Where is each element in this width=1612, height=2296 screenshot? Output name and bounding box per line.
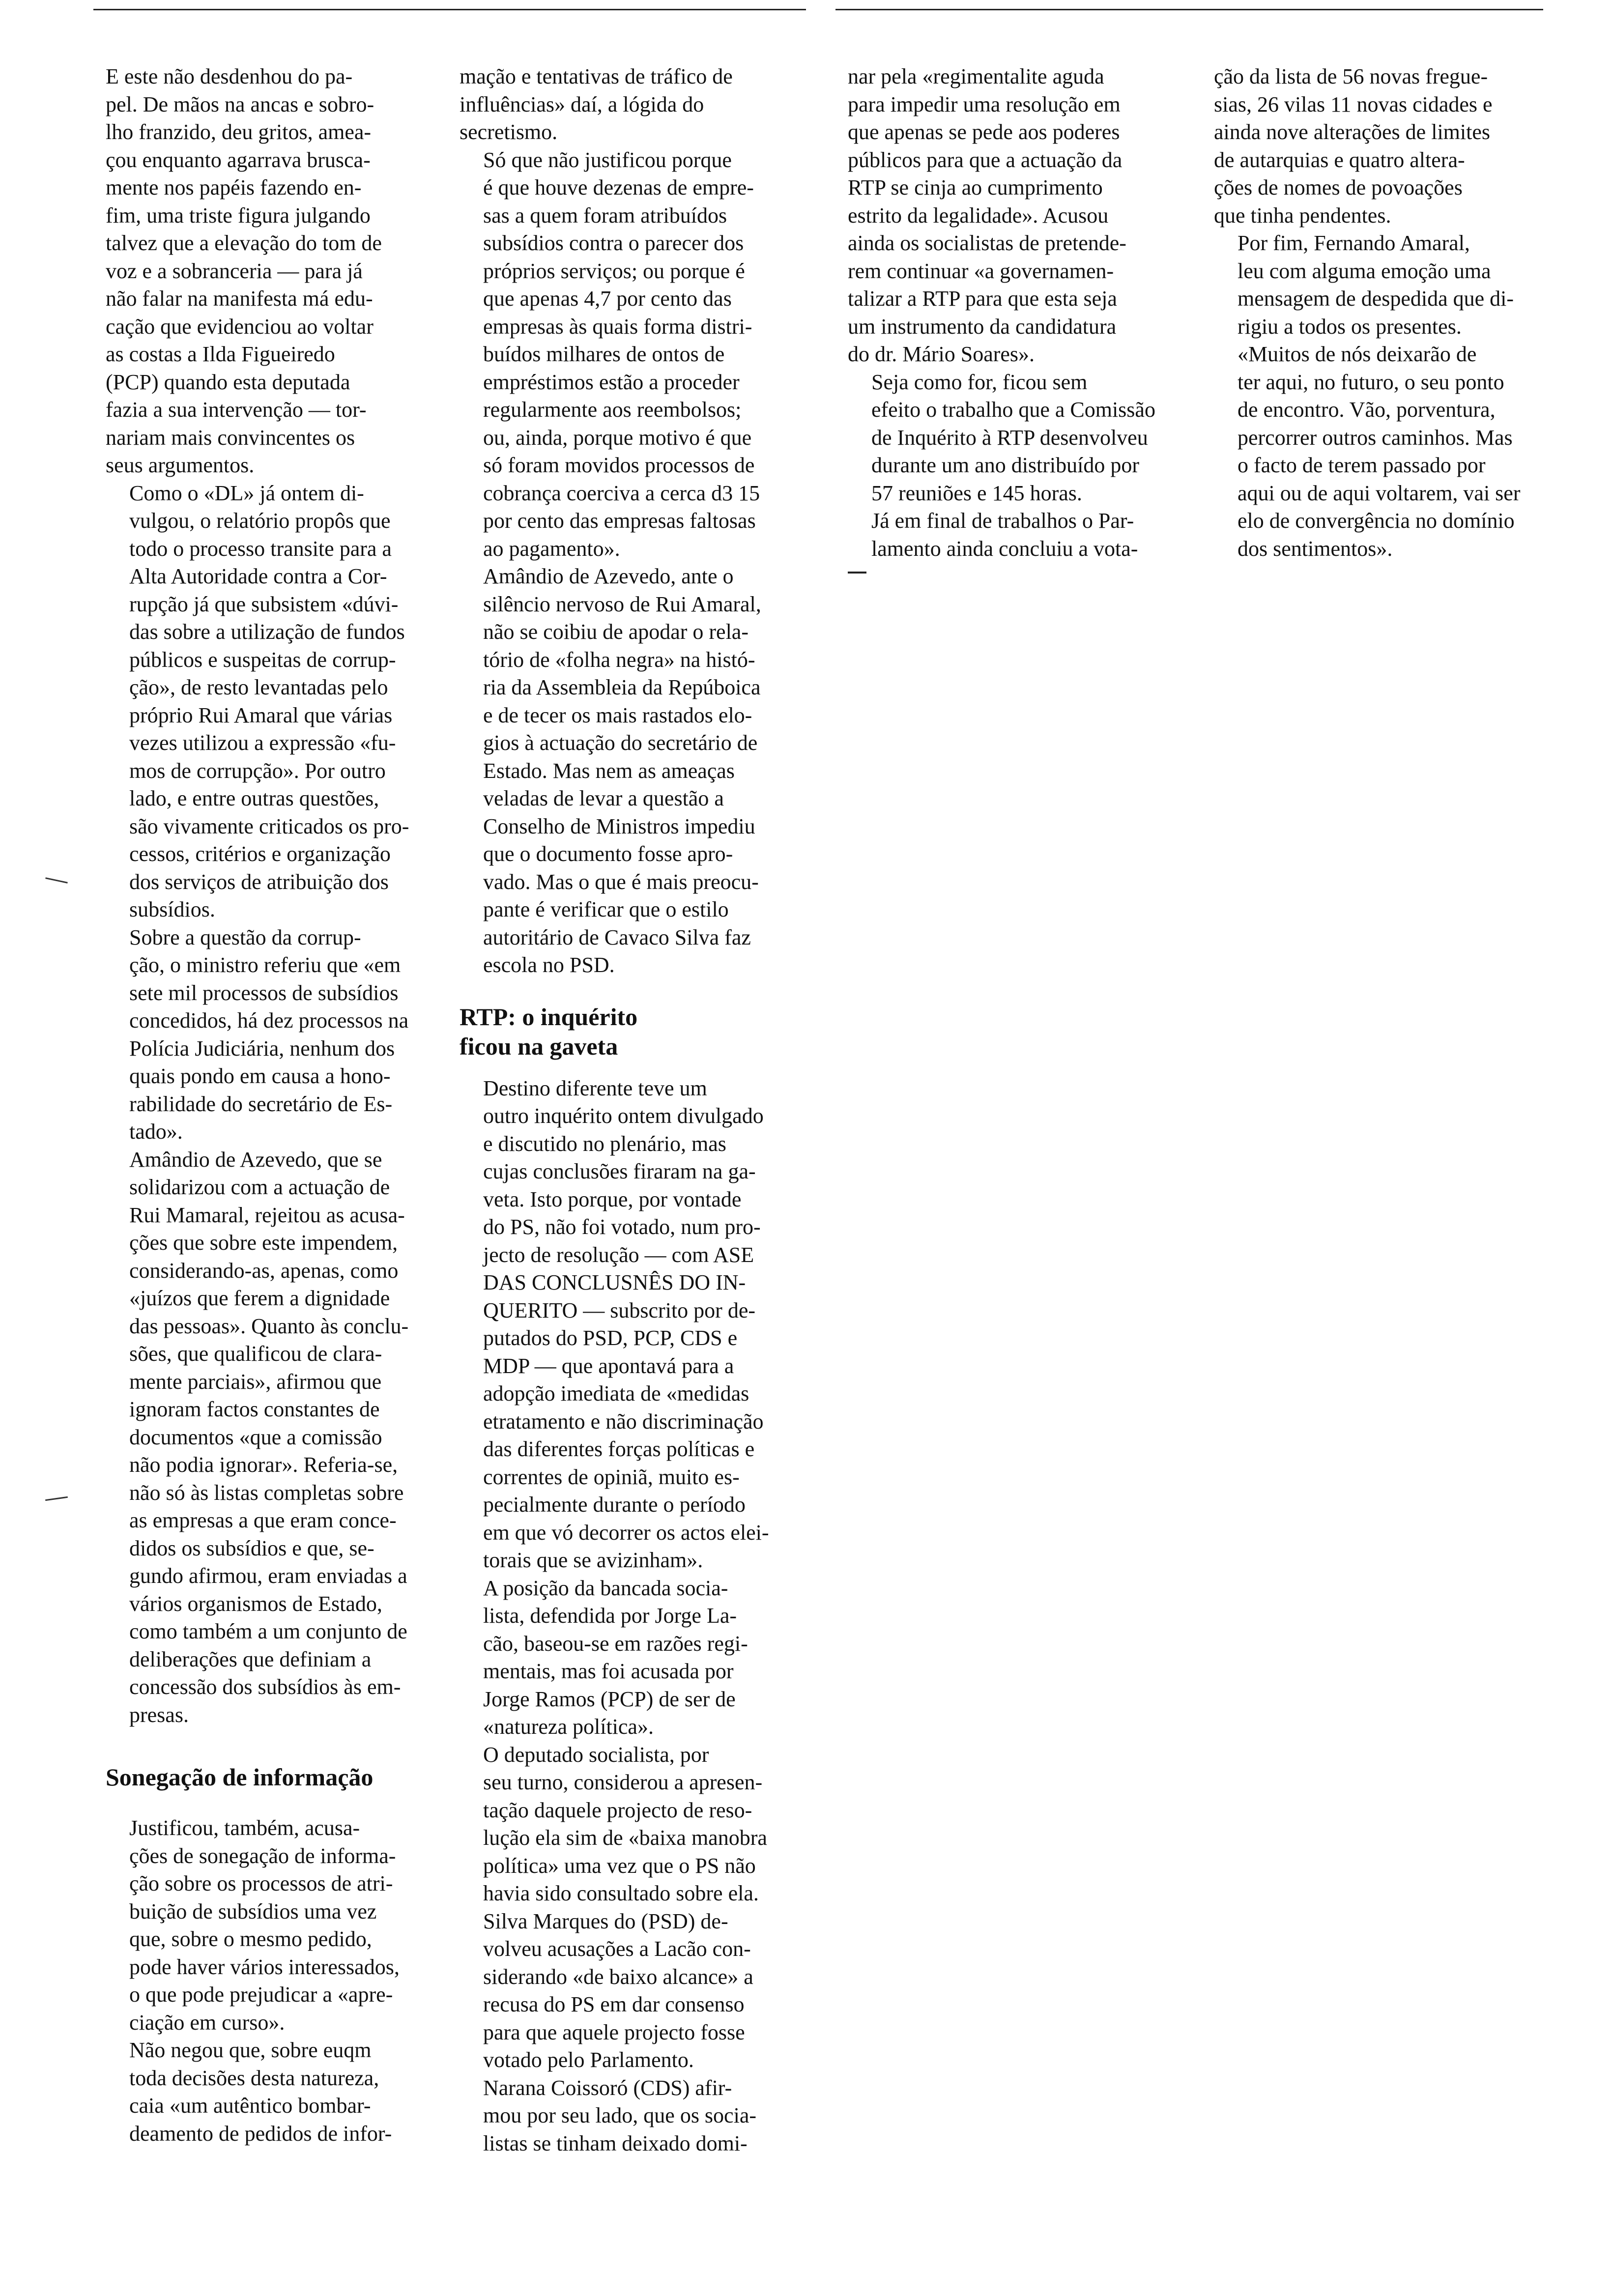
text-line: (PCP) quando esta deputada [106, 370, 350, 394]
text-line: influências» daí, a lógida do [460, 92, 704, 116]
text-line: dos sentimentos». [1238, 536, 1393, 561]
margin-mark [45, 1496, 68, 1501]
text-line: ções de sonegação de informa- [129, 1843, 396, 1868]
text-line: silêncio nervoso de Rui Amaral, [483, 592, 761, 616]
text-line: quais pondo em causa a hono- [129, 1064, 391, 1088]
text-line: buição de subsídios uma vez [129, 1899, 377, 1923]
text-line: Narana Coissoró (CDS) afir- [483, 2075, 732, 2100]
text-line: Rui Mamaral, rejeitou as acusa- [129, 1203, 405, 1227]
text-line: tado». [129, 1119, 183, 1144]
text-line: pecialmente durante o período [483, 1492, 746, 1517]
text-line: de encontro. Vão, porventura, [1238, 398, 1496, 422]
text-line: rigiu a todos os presentes. [1238, 314, 1462, 339]
text-line: vulgou, o relatório propôs que [129, 509, 391, 533]
text-line: presas. [129, 1702, 189, 1727]
text-line: sias, 26 vilas 11 novas cidades e [1214, 92, 1493, 116]
text-line: seus argumentos. [106, 453, 255, 477]
text-line: votado pelo Parlamento. [483, 2048, 694, 2072]
text-line: durante um ano distribuído por [871, 453, 1140, 477]
text-line: mou por seu lado, que os socia- [483, 2103, 756, 2127]
text-line: listas se tinham deixado domi- [483, 2131, 748, 2155]
text-line: solidarizou com a actuação de [129, 1175, 390, 1199]
text-line: ainda nove alterações de limites [1214, 120, 1490, 144]
text-line: MDP — que apontavá para a [483, 1353, 734, 1378]
text-line: «natureza política». [483, 1715, 654, 1739]
text-line: ter aqui, no futuro, o seu ponto [1238, 370, 1504, 394]
text-line: lado, e entre outras questões, [129, 786, 379, 810]
paragraph [460, 563, 794, 979]
text-line: Conselho de Ministros impediu [483, 814, 755, 838]
text-line: política» uma vez que o PS não [483, 1853, 756, 1878]
text-line: nariam mais convincentes os [106, 425, 355, 450]
paragraph [1214, 341, 1548, 563]
text-line: siderando «de baixo alcance» a [483, 1964, 753, 1989]
text-line: autoritário de Cavaco Silva faz [483, 925, 751, 949]
text-line: QUERITO — subscrito por de- [483, 1298, 755, 1322]
text-line: dos serviços de atribuição dos [129, 869, 389, 894]
text-line: todo o processo transite para a [129, 536, 392, 561]
text-line: nar pela «regimentalite aguda [848, 64, 1104, 88]
text-line: não falar na manifesta má edu- [106, 287, 373, 311]
text-line: cão, baseou-se em razões regi- [483, 1631, 748, 1656]
paragraph [106, 480, 432, 924]
text-line: em que vó decorrer os actos elei- [483, 1520, 769, 1545]
text-line: deliberações que definiam a [129, 1647, 372, 1671]
text-line: seu turno, considerou a apresen- [483, 1770, 763, 1794]
text-line: Silva Marques do (PSD) de- [483, 1909, 728, 1933]
text-line: lamento ainda concluiu a vota- [871, 536, 1138, 561]
text-line: regularmente aos reembolsos; [483, 398, 742, 422]
text-line: veta. Isto porque, por vontade [483, 1187, 742, 1211]
text-line: ção, o ministro referiu que «em [129, 953, 401, 977]
text-line: sas a quem foram atribuídos [483, 203, 727, 228]
text-line: só foram movidos processos de [483, 453, 755, 477]
column-4 [1214, 63, 1548, 563]
text-line: etratamento e não discriminação [483, 1409, 764, 1434]
text-line: mente parciais», afirmou que [129, 1369, 382, 1394]
text-line: A posição da bancada socia- [483, 1576, 728, 1600]
text-line: Sonegação de informação [106, 1763, 374, 1791]
text-line: como também a um conjunto de [129, 1619, 407, 1643]
text-line: ficou na gaveta [460, 1032, 618, 1060]
text-line: ao pagamento». [483, 536, 620, 561]
text-line: jecto de resolução — com ASE [483, 1242, 754, 1267]
text-line: mação e tentativas de tráfico de [460, 64, 733, 88]
text-line: públicos e suspeitas de corrup- [129, 647, 396, 672]
top-rule-left [93, 9, 806, 10]
text-line: lista, defendida por Jorge La- [483, 1604, 737, 1628]
text-line: lução ela sim de «baixa manobra [483, 1826, 767, 1850]
text-line: próprios serviços; ou porque é [483, 258, 745, 283]
text-line: RTP se cinja ao cumprimento [848, 175, 1103, 200]
text-line: volveu acusações a Lacão con- [483, 1937, 751, 1961]
text-line: recusa do PS em dar consenso [483, 1992, 745, 2016]
text-line: são vivamente criticados os pro- [129, 814, 409, 838]
text-line: rupção já que subsistem «dúvi- [129, 592, 399, 616]
text-line: secretismo. [460, 120, 558, 144]
text-line: mos de corrupção». Por outro [129, 758, 386, 783]
text-line: para que aquele projecto fosse [483, 2020, 745, 2044]
text-line: RTP: o inquérito [460, 1003, 638, 1031]
text-line: mentais, mas foi acusada por [483, 1659, 734, 1683]
text-line: as empresas a que eram conce- [129, 1508, 397, 1532]
text-line: não só às listas completas sobre [129, 1480, 404, 1505]
paragraph [1214, 230, 1548, 341]
text-line: DAS CONCLUSNÊS DO IN- [483, 1270, 746, 1294]
text-line: por cento das empresas faltosas [483, 509, 756, 533]
text-line: o que pode prejudicar a «apre- [129, 1982, 393, 2007]
paragraph [106, 1146, 432, 1729]
paragraph [460, 1075, 794, 1575]
text-line: ções que sobre este impendem, [129, 1231, 398, 1255]
paragraph [1214, 63, 1548, 230]
paragraph [460, 1741, 794, 1908]
text-line: tório de «folha negra» na histó- [483, 647, 755, 672]
text-line: um instrumento da candidatura [848, 314, 1117, 339]
text-line: leu com alguma emoção uma [1238, 258, 1491, 283]
text-line: 57 reuniões e 145 horas. [871, 481, 1082, 505]
paragraph [106, 1814, 432, 2037]
text-line: percorrer outros caminhos. Mas [1238, 425, 1513, 450]
text-line: sete mil processos de subsídios [129, 980, 399, 1005]
text-line: das sobre a utilização de fundos [129, 620, 405, 644]
text-line: havia sido consultado sobre ela. [483, 1881, 759, 1905]
paragraph [460, 1575, 794, 1741]
text-line: cação que evidenciou ao voltar [106, 314, 374, 339]
text-line: não podia ignorar». Referia-se, [129, 1453, 398, 1477]
text-line: vários organismos de Estado, [129, 1591, 382, 1616]
text-line: ções de nomes de povoações [1214, 175, 1463, 200]
text-line: das diferentes forças políticas e [483, 1437, 755, 1461]
text-line: que tinha pendentes. [1214, 203, 1391, 228]
text-line: rabilidade do secretário de Es- [129, 1091, 393, 1116]
text-line: gios à actuação do secretário de [483, 731, 758, 755]
text-line: escola no PSD. [483, 953, 615, 977]
text-line: outro inquérito ontem divulgado [483, 1104, 764, 1128]
text-line: Sobre a questão da corrup- [129, 925, 361, 949]
text-line: «juízos que ferem a dignidade [129, 1286, 390, 1310]
text-line: ção da lista de 56 novas fregue- [1214, 64, 1488, 88]
text-line: vezes utilizou a expressão «fu- [129, 731, 396, 755]
text-line: Seja como for, ficou sem [871, 370, 1088, 394]
text-line: subsídios. [129, 897, 215, 921]
paragraph [106, 63, 432, 480]
paragraph [460, 1908, 794, 2074]
text-line: torais que se avizinham». [483, 1548, 703, 1572]
text-line: do dr. Mário Soares». [848, 342, 1035, 366]
text-line: efeito o trabalho que a Comissão [871, 398, 1155, 422]
text-line: Por fim, Fernando Amaral, [1238, 231, 1470, 255]
text-line: çou enquanto agarrava brusca- [106, 147, 371, 172]
text-line: não se coibiu de apodar o rela- [483, 620, 748, 644]
text-line: mensagem de despedida que di- [1238, 287, 1514, 311]
top-rule-right [835, 9, 1543, 10]
text-line: caia «um autêntico bombar- [129, 2094, 371, 2118]
text-line: toda decisões desta natureza, [129, 2066, 379, 2090]
text-line: ainda os socialistas de pretende- [848, 231, 1126, 255]
text-line: pel. De mãos na ancas e sobro- [106, 92, 374, 116]
paragraph [848, 507, 1192, 563]
text-line: e discutido no plenário, mas [483, 1131, 726, 1156]
margin-mark [45, 877, 68, 883]
text-line: de autarquias e quatro altera- [1214, 147, 1465, 172]
text-line: deamento de pedidos de infor- [129, 2121, 392, 2146]
text-line: Polícia Judiciária, nenhum dos [129, 1036, 395, 1061]
text-line: lho franzido, deu gritos, amea- [106, 120, 372, 144]
text-line: ria da Assembleia da Repúboica [483, 675, 761, 699]
section-heading [460, 1002, 794, 1061]
text-line: empréstimos estão a proceder [483, 370, 740, 394]
text-line: ção sobre os processos de atri- [129, 1871, 393, 1895]
column-3 [848, 63, 1192, 574]
text-line: sões, que qualificou de clara- [129, 1342, 382, 1366]
text-line: ção», de resto levantadas pelo [129, 675, 388, 699]
paragraph [460, 146, 794, 563]
column-2 [460, 63, 794, 2157]
text-line: Amândio de Azevedo, que se [129, 1147, 382, 1172]
text-line: que apenas 4,7 por cento das [483, 287, 732, 311]
text-line: vado. Mas o que é mais preocu- [483, 869, 759, 894]
text-line: Só que não justificou porque [483, 147, 732, 172]
text-line: Não negou que, sobre euqm [129, 2038, 372, 2062]
text-line: é que houve dezenas de empre- [483, 175, 754, 200]
text-line: voz e a sobranceria — para já [106, 258, 363, 283]
text-line: ignoram factos constantes de [129, 1397, 380, 1421]
text-line: o facto de terem passado por [1238, 453, 1486, 477]
text-line: documentos «que a comissão [129, 1425, 382, 1449]
text-line: Estado. Mas nem as ameaças [483, 758, 735, 783]
text-line: concessão dos subsídios às em- [129, 1675, 401, 1699]
end-of-article-rule [848, 572, 866, 574]
text-line: que apenas se pede aos poderes [848, 120, 1120, 144]
text-line: concedidos, há dez processos na [129, 1008, 409, 1033]
text-line: Como o «DL» já ontem di- [129, 481, 364, 505]
text-line: Amândio de Azevedo, ante o [483, 564, 734, 588]
text-line: «Muitos de nós deixarão de [1238, 342, 1477, 366]
column-1 [106, 63, 432, 2148]
text-line: putados do PSD, PCP, CDS e [483, 1326, 738, 1350]
text-line: subsídios contra o parecer dos [483, 231, 744, 255]
text-line: das pessoas». Quanto às conclu- [129, 1314, 409, 1338]
text-line: pode haver vários interessados, [129, 1954, 400, 1979]
text-line: aqui ou de aqui voltarem, vai ser [1238, 481, 1521, 505]
text-line: que o documento fosse apro- [483, 842, 733, 866]
text-line: cobrança coerciva a cerca d3 15 [483, 481, 760, 505]
text-line: Justificou, também, acusa- [129, 1816, 360, 1840]
text-line: ciação em curso». [129, 2010, 285, 2035]
text-line: Alta Autoridade contra a Cor- [129, 564, 387, 588]
text-line: adopção imediata de «medidas [483, 1381, 749, 1406]
text-line: pante é verificar que o estilo [483, 897, 729, 921]
text-line: fazia a sua intervenção — tor- [106, 398, 367, 422]
text-line: rem continuar «a governamen- [848, 258, 1114, 283]
text-line: as costas a Ilda Figueiredo [106, 342, 335, 366]
text-line: próprio Rui Amaral que várias [129, 703, 393, 727]
text-line: correntes de opiniã, muito es- [483, 1464, 740, 1489]
text-line: didos os subsídios e que, se- [129, 1536, 374, 1560]
paragraph [848, 369, 1192, 508]
text-line: O deputado socialista, por [483, 1742, 709, 1767]
section-heading [106, 1762, 432, 1792]
paragraph [460, 2074, 794, 2158]
text-line: elo de convergência no domínio [1238, 509, 1515, 533]
paragraph [106, 924, 432, 1146]
text-line: Jorge Ramos (PCP) de ser de [483, 1687, 736, 1711]
text-line: talvez que a elevação do tom de [106, 231, 382, 255]
text-line: E este não desdenhou do pa- [106, 64, 353, 88]
text-line: fim, uma triste figura julgando [106, 203, 371, 228]
text-line: e de tecer os mais rastados elo- [483, 703, 752, 727]
text-line: empresas às quais forma distri- [483, 314, 752, 339]
text-line: Já em final de trabalhos o Par- [871, 509, 1134, 533]
paragraph [848, 63, 1192, 369]
text-line: mente nos papéis fazendo en- [106, 175, 362, 200]
paragraph [106, 2037, 432, 2148]
text-line: que, sobre o mesmo pedido, [129, 1927, 372, 1951]
text-line: cujas conclusões firaram na ga- [483, 1159, 756, 1183]
text-line: gundo afirmou, eram enviadas a [129, 1564, 407, 1588]
paragraph [460, 63, 794, 146]
text-line: talizar a RTP para que esta seja [848, 287, 1117, 311]
text-line: tação daquele projecto de reso- [483, 1798, 752, 1822]
text-line: cessos, critérios e organização [129, 842, 391, 866]
text-line: veladas de levar a questão a [483, 786, 724, 810]
text-line: buídos milhares de ontos de [483, 342, 725, 366]
text-line: públicos para que a actuação da [848, 147, 1123, 172]
text-line: Destino diferente teve um [483, 1076, 707, 1100]
text-line: do PS, não foi votado, num pro- [483, 1215, 761, 1239]
text-line: para impedir uma resolução em [848, 92, 1121, 116]
text-line: de Inquérito à RTP desenvolveu [871, 425, 1148, 450]
text-line: considerando-as, apenas, como [129, 1258, 399, 1283]
text-line: estrito da legalidade». Acusou [848, 203, 1109, 228]
text-line: ou, ainda, porque motivo é que [483, 425, 752, 450]
